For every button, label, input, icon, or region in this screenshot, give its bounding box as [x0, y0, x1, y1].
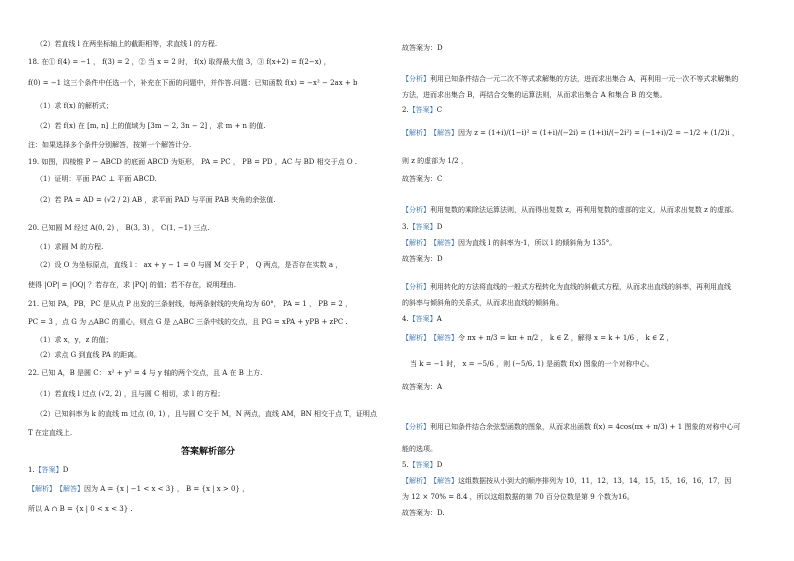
text-line: 【解析】【解答】令 πx + π/3 = kπ + π/2 ， k ∈ Z ，解得 x = k + 1/6 ， k ∈ Z ， [402, 334, 674, 343]
text-line: （2）若 f(x) 在 [m, n] 上的值域为 [3m − 2, 3n − 2] ，求 m + n 的值. [36, 122, 266, 130]
text-line: （2）设 O 为坐标原点，直线 l ： ax + y − 1 = 0 与圆 M 交于 P ， Q 两点，是否存在实数 a ， [36, 261, 343, 269]
text-line: 故答案为：D [402, 44, 443, 52]
text-line: 【解析】【解答】因为 z = (1+i)/(1−i)² = (1+i)/(−2i) = (1+i)i/(−2i²) = (−1+i)/2 = −1/2 + (1/2)i ， [402, 129, 739, 138]
text-line: 注：如果选择多个条件分别解答，按第一个解答计分. [28, 141, 192, 149]
text-line: PC = 3 ，点 G 为 △ABC 的重心，则点 G 是 △ABC 三条中线的交点，且 PG = xPA + yPB + zPC . [28, 318, 348, 326]
text-line: f(0) = −1 这三个条件中任选一个，补充在下面的问题中，并作答.问题：已知函数 f(x) = −x² − 2ax + b [28, 79, 358, 87]
text-line: （2）若直线 l 在两坐标轴上的截距相等，求直线 l 的方程. [36, 40, 218, 48]
text-line: 21. 已知 PA，PB，PC 是从点 P 出发的三条射线，每两条射线的夹角均为 60°， PA = 1 ， PB = 2 ， [28, 300, 353, 308]
text-line: 故答案为：D [402, 255, 443, 263]
text-line: 5.【答案】D [402, 461, 443, 470]
text-line: 故答案为：C [402, 175, 443, 183]
text-line: 【解析】【解答】因为直线 l 的斜率为-1，所以 l 的倾斜角为 135°。 [402, 239, 617, 248]
text-line: 能的选项。 [402, 445, 437, 453]
right-column [402, 0, 762, 561]
text-line: （2）求点 G 到直线 PA 的距离。 [36, 351, 142, 359]
text-line: （1）证明：平面 PAC ⊥ 平面 ABCD. [36, 175, 157, 183]
text-line: （1）求圆 M 的方程. [36, 243, 104, 251]
text-line: （2）已知斜率为 k 的直线 m 过点 (0, 1) ，且与圆 C 交于 M，N 两点，直线 AM，BN 相交于点 T，证明点 [36, 410, 377, 418]
text-line: 的斜率与倾斜角的关系式，从而求出直线的倾斜角。 [402, 299, 563, 307]
text-line: 2.【答案】C [402, 106, 443, 115]
text-line: （2）若 PA = AD = (√2 / 2) AB ，求平面 PAD 与平面 PAB 夹角的余弦值. [36, 196, 276, 204]
text-line: 则 z 的虚部为 1/2 ， [402, 157, 468, 165]
text-line: 19. 如图，四棱锥 P − ABCD 的底面 ABCD 为矩形， PA = PC ， PB = PD ，AC 与 BD 相交于点 O . [28, 158, 358, 166]
text-line: 【解析】【解答】这组数据按从小到大的顺序排列为 10，11，12，13，14，15，15，16，16，17，因 [402, 477, 732, 486]
text-line: 【分析】利用已知条件结合余弦型函数的图象，从而求出函数 f(x) = 4cos(πx + π/3) + 1 图象的对称中心可 [402, 423, 741, 432]
left-column [28, 0, 388, 561]
text-line: 22. 已知 A，B 是圆 C： x² + y² = 4 与 y 轴的两个交点，且 A 在 B 上方. [28, 369, 263, 377]
text-line: 3.【答案】D [402, 223, 443, 232]
text-line: 所以 A ∩ B = {x | 0 < x < 3} . [28, 505, 133, 513]
text-line: 【分析】利用已知条件结合一元二次不等式求解集的方法，进而求出集合 A，再利用一元一次不等式求解集的 [402, 75, 739, 84]
text-line: 【解析】【解答】因为 A = {x | −1 < x < 3} ， B = {x | x > 0} ， [28, 485, 250, 494]
text-line: 1.【答案】D [28, 466, 69, 475]
text-line: 故答案为：A [402, 383, 443, 391]
text-line: （1）求 x，y，z 的值； [36, 336, 113, 344]
text-line: T 在定直线上. [28, 429, 73, 437]
text-line: 方法，进而求出集合 B，再结合交集的运算法则，从而求出集合 A 和集合 B 的交集。 [402, 91, 667, 99]
text-line: （1）若直线 l 过点 (√2, 2) ，且与圆 C 相切，求 l 的方程； [36, 390, 225, 398]
text-line: 使得 |OP| = |OQ| ？若存在，求 |PQ| 的值；若不存在，说明理由. [28, 281, 236, 289]
text-line: 【分析】利用转化的方法将直线的一般式方程转化为直线的斜截式方程，从而求出直线的斜率，再利用直线 [402, 283, 731, 292]
text-line: （1）求 f(x) 的解析式； [36, 102, 113, 110]
text-line: 18. 在① f(4) = −1 ， f(3) = 2 ，② 当 x = 2 时， f(x) 取得最大值 3，③ f(x+2) = f(2−x) ， [28, 58, 331, 66]
text-line: 4.【答案】A [402, 315, 442, 324]
text-line: 为 12 × 70% = 8.4 ，所以这组数据的第 70 百分位数是第 9 个数为16。 [402, 493, 634, 501]
text-line: 当 k = −1 时， x = −5/6 ，则 (−5/6, 1) 是函数 f(x) 图象的一个对称中心。 [410, 360, 654, 368]
text-line: 【分析】利用复数的乘除法运算法则，从而得出复数 z，再利用复数的虚部的定义，从而求出复数 z 的虚部。 [402, 206, 739, 215]
section-title: 答案解析部分 [180, 447, 235, 457]
text-line: 故答案为：D. [402, 509, 445, 517]
text-line: 20. 已知圆 M 经过 A(0, 2) ， B(3, 3) ， C(1, −1) 三点. [28, 224, 210, 232]
